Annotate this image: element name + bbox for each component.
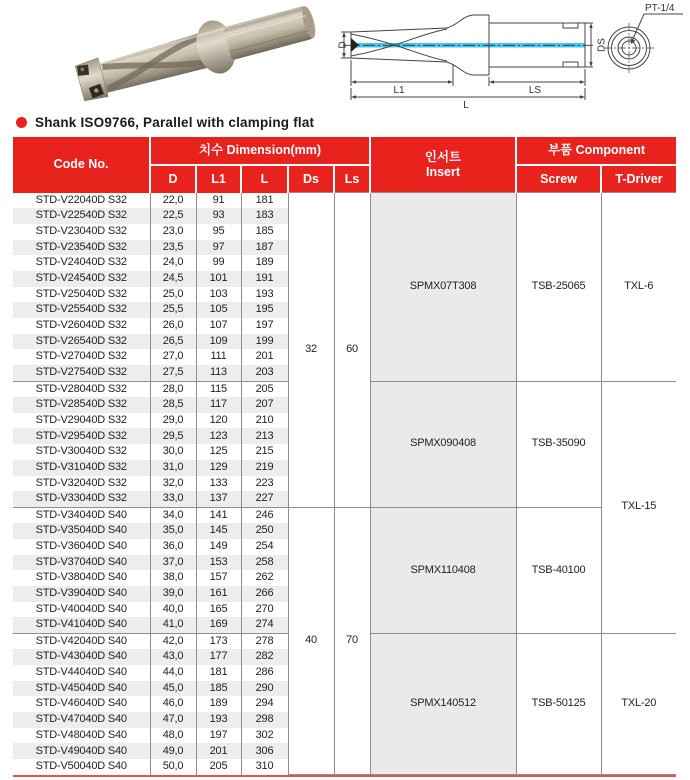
dim-l1-cell: 161 bbox=[196, 586, 241, 602]
code-cell: STD-V29540D S32 bbox=[13, 428, 150, 444]
dim-d-cell: 25,5 bbox=[150, 302, 196, 318]
ls-merged-cell: 70 bbox=[334, 507, 370, 775]
dim-d-cell: 27,5 bbox=[150, 365, 196, 381]
code-cell: STD-V42040D S40 bbox=[13, 633, 150, 649]
dim-l1-cell: 189 bbox=[196, 696, 241, 712]
code-cell: STD-V25540D S32 bbox=[13, 302, 150, 318]
tdriver-merged-cell: TXL-15 bbox=[601, 381, 676, 633]
spec-table-wrap bbox=[13, 137, 676, 777]
code-cell: STD-V47040D S40 bbox=[13, 712, 150, 728]
dim-l-cell: 185 bbox=[241, 224, 288, 240]
dim-l-cell: 294 bbox=[241, 696, 288, 712]
dim-l1-cell: 185 bbox=[196, 681, 241, 697]
dim-l-cell: 282 bbox=[241, 649, 288, 665]
insert-merged-cell: SPMX07T308 bbox=[370, 193, 516, 382]
dim-l1-cell: 125 bbox=[196, 444, 241, 460]
code-cell: STD-V24540D S32 bbox=[13, 271, 150, 287]
red-bullet-icon bbox=[16, 117, 27, 128]
dim-l1-cell: 91 bbox=[196, 193, 241, 209]
code-cell: STD-V24040D S32 bbox=[13, 255, 150, 271]
dim-l-cell: 205 bbox=[241, 381, 288, 397]
dim-d-cell: 35,0 bbox=[150, 523, 196, 539]
dim-d-cell: 36,0 bbox=[150, 539, 196, 555]
dim-d-cell: 48,0 bbox=[150, 728, 196, 744]
dim-d-cell: 45,0 bbox=[150, 681, 196, 697]
code-cell: STD-V49040D S40 bbox=[13, 743, 150, 759]
dim-d-cell: 40,0 bbox=[150, 602, 196, 618]
dim-l1-cell: 137 bbox=[196, 491, 241, 507]
code-cell: STD-V45040D S40 bbox=[13, 681, 150, 697]
code-cell: STD-V50040D S40 bbox=[13, 759, 150, 775]
header-ds: Ds bbox=[288, 165, 334, 193]
drill-side-view bbox=[341, 15, 593, 100]
dim-l-cell: 262 bbox=[241, 570, 288, 586]
insert-merged-cell: SPMX110408 bbox=[370, 507, 516, 633]
dim-l-cell: 310 bbox=[241, 759, 288, 775]
dim-l-cell: 189 bbox=[241, 255, 288, 271]
dim-d-cell: 42,0 bbox=[150, 633, 196, 649]
dim-l-cell: 191 bbox=[241, 271, 288, 287]
dim-d-cell: 29,5 bbox=[150, 428, 196, 444]
dim-d-cell: 50,0 bbox=[150, 759, 196, 775]
dim-l-cell: 210 bbox=[241, 413, 288, 429]
dim-l1-cell: 103 bbox=[196, 287, 241, 303]
dim-d-cell: 43,0 bbox=[150, 649, 196, 665]
screw-merged-cell: TSB-50125 bbox=[516, 633, 601, 775]
dim-l-cell: 187 bbox=[241, 240, 288, 256]
dim-l-cell: 258 bbox=[241, 555, 288, 571]
dim-l1-cell: 93 bbox=[196, 208, 241, 224]
dim-l-cell: 270 bbox=[241, 602, 288, 618]
dim-l1-cell: 117 bbox=[196, 397, 241, 413]
code-cell: STD-V22540D S32 bbox=[13, 208, 150, 224]
code-cell: STD-V23040D S32 bbox=[13, 224, 150, 240]
dim-l1-cell: 181 bbox=[196, 665, 241, 681]
code-cell: STD-V46040D S40 bbox=[13, 696, 150, 712]
dim-l1-cell: 201 bbox=[196, 743, 241, 759]
section-heading-row bbox=[16, 113, 690, 131]
dim-l-cell: 183 bbox=[241, 208, 288, 224]
code-cell: STD-V26040D S32 bbox=[13, 318, 150, 334]
dim-d-cell: 37,0 bbox=[150, 555, 196, 571]
dimension-diagram bbox=[335, 0, 688, 110]
tdriver-merged-cell: TXL-20 bbox=[601, 633, 676, 775]
code-cell: STD-V29040D S32 bbox=[13, 413, 150, 429]
code-cell: STD-V33040D S32 bbox=[13, 491, 150, 507]
header-dimension: 치수 Dimension(mm) bbox=[150, 137, 370, 165]
dim-l1-cell: 173 bbox=[196, 633, 241, 649]
code-cell: STD-V35040D S40 bbox=[13, 523, 150, 539]
header-d: D bbox=[150, 165, 196, 193]
label-l: L bbox=[463, 100, 469, 110]
screw-merged-cell: TSB-40100 bbox=[516, 507, 601, 633]
top-figures bbox=[0, 0, 690, 108]
insert-merged-cell: SPMX140512 bbox=[370, 633, 516, 775]
dim-d-cell: 34,0 bbox=[150, 507, 196, 523]
header-t-driver: T-Driver bbox=[601, 165, 676, 193]
dim-d-cell: 33,0 bbox=[150, 491, 196, 507]
dim-l1-cell: 107 bbox=[196, 318, 241, 334]
dim-d-cell: 26,5 bbox=[150, 334, 196, 350]
code-cell: STD-V28040D S32 bbox=[13, 381, 150, 397]
dim-l-cell: 227 bbox=[241, 491, 288, 507]
dim-l1-cell: 165 bbox=[196, 602, 241, 618]
label-pt: PT-1/4 bbox=[645, 3, 675, 14]
dim-l1-cell: 123 bbox=[196, 428, 241, 444]
dim-l1-cell: 149 bbox=[196, 539, 241, 555]
dim-l1-cell: 133 bbox=[196, 476, 241, 492]
dim-d-cell: 49,0 bbox=[150, 743, 196, 759]
dim-d-cell: 38,0 bbox=[150, 570, 196, 586]
dim-l-cell: 201 bbox=[241, 349, 288, 365]
dim-l-cell: 213 bbox=[241, 428, 288, 444]
dim-l1-cell: 145 bbox=[196, 523, 241, 539]
code-cell: STD-V30040D S32 bbox=[13, 444, 150, 460]
code-cell: STD-V25040D S32 bbox=[13, 287, 150, 303]
code-cell: STD-V41040D S40 bbox=[13, 617, 150, 633]
dim-l1-cell: 197 bbox=[196, 728, 241, 744]
insert-merged-cell: SPMX090408 bbox=[370, 381, 516, 507]
dim-l1-cell: 157 bbox=[196, 570, 241, 586]
dim-l-cell: 199 bbox=[241, 334, 288, 350]
dim-l-cell: 274 bbox=[241, 617, 288, 633]
screw-merged-cell: TSB-25065 bbox=[516, 193, 601, 382]
code-cell: STD-V37040D S40 bbox=[13, 555, 150, 571]
dim-l-cell: 223 bbox=[241, 476, 288, 492]
label-d: D bbox=[337, 41, 349, 49]
code-cell: STD-V40040D S40 bbox=[13, 602, 150, 618]
ds-merged-cell: 40 bbox=[288, 507, 334, 775]
header-insert bbox=[370, 137, 516, 193]
dim-l1-cell: 109 bbox=[196, 334, 241, 350]
dim-d-cell: 28,5 bbox=[150, 397, 196, 413]
dim-d-cell: 46,0 bbox=[150, 696, 196, 712]
dim-l1-cell: 193 bbox=[196, 712, 241, 728]
dim-d-cell: 27,0 bbox=[150, 349, 196, 365]
dim-l-cell: 203 bbox=[241, 365, 288, 381]
header-l: L bbox=[241, 165, 288, 193]
code-cell: STD-V27040D S32 bbox=[13, 349, 150, 365]
dim-d-cell: 28,0 bbox=[150, 381, 196, 397]
label-ds: DS bbox=[596, 38, 608, 52]
dim-l1-cell: 111 bbox=[196, 349, 241, 365]
tdriver-merged-cell: TXL-6 bbox=[601, 193, 676, 382]
dim-l1-cell: 97 bbox=[196, 240, 241, 256]
dim-l-cell: 254 bbox=[241, 539, 288, 555]
dim-d-cell: 24,0 bbox=[150, 255, 196, 271]
dim-l1-cell: 169 bbox=[196, 617, 241, 633]
header-code-no: Code No. bbox=[13, 137, 150, 193]
dim-l-cell: 197 bbox=[241, 318, 288, 334]
header-insert-kr: 인서트 bbox=[424, 149, 462, 164]
dim-d-cell: 44,0 bbox=[150, 665, 196, 681]
dim-d-cell: 25,0 bbox=[150, 287, 196, 303]
dim-l1-cell: 205 bbox=[196, 759, 241, 775]
dim-l-cell: 207 bbox=[241, 397, 288, 413]
header-component: 부품 Component bbox=[516, 137, 676, 165]
dim-l1-cell: 120 bbox=[196, 413, 241, 429]
dim-l-cell: 219 bbox=[241, 460, 288, 476]
dim-l-cell: 302 bbox=[241, 728, 288, 744]
spec-table-head bbox=[13, 137, 676, 193]
dim-l-cell: 298 bbox=[241, 712, 288, 728]
dim-l-cell: 278 bbox=[241, 633, 288, 649]
dim-l-cell: 181 bbox=[241, 193, 288, 209]
code-cell: STD-V28540D S32 bbox=[13, 397, 150, 413]
dim-d-cell: 39,0 bbox=[150, 586, 196, 602]
dim-l1-cell: 153 bbox=[196, 555, 241, 571]
dim-l-cell: 195 bbox=[241, 302, 288, 318]
code-cell: STD-V34040D S40 bbox=[13, 507, 150, 523]
code-cell: STD-V32040D S32 bbox=[13, 476, 150, 492]
dim-d-cell: 30,0 bbox=[150, 444, 196, 460]
dim-l-cell: 286 bbox=[241, 665, 288, 681]
spec-table bbox=[13, 137, 676, 775]
dim-l1-cell: 141 bbox=[196, 507, 241, 523]
ds-merged-cell: 32 bbox=[288, 193, 334, 508]
dim-d-cell: 22,5 bbox=[150, 208, 196, 224]
dim-l-cell: 266 bbox=[241, 586, 288, 602]
dim-l1-cell: 113 bbox=[196, 365, 241, 381]
dim-l-cell: 215 bbox=[241, 444, 288, 460]
header-l1: L1 bbox=[196, 165, 241, 193]
code-cell: STD-V23540D S32 bbox=[13, 240, 150, 256]
drill-end-view bbox=[604, 14, 683, 73]
header-screw: Screw bbox=[516, 165, 601, 193]
screw-merged-cell: TSB-35090 bbox=[516, 381, 601, 507]
drill-photo-illustration bbox=[73, 0, 321, 108]
dim-d-cell: 26,0 bbox=[150, 318, 196, 334]
code-cell: STD-V27540D S32 bbox=[13, 365, 150, 381]
dim-l1-cell: 115 bbox=[196, 381, 241, 397]
product-photo bbox=[40, 0, 340, 108]
dim-l1-cell: 177 bbox=[196, 649, 241, 665]
dim-d-cell: 23,5 bbox=[150, 240, 196, 256]
dim-l-cell: 290 bbox=[241, 681, 288, 697]
code-cell: STD-V31040D S32 bbox=[13, 460, 150, 476]
label-l1: L1 bbox=[393, 85, 405, 96]
section-heading: Shank ISO9766, Parallel with clamping flat bbox=[35, 114, 315, 130]
dim-l-cell: 250 bbox=[241, 523, 288, 539]
dim-l1-cell: 101 bbox=[196, 271, 241, 287]
dim-d-cell: 23,0 bbox=[150, 224, 196, 240]
dim-d-cell: 32,0 bbox=[150, 476, 196, 492]
dim-d-cell: 29,0 bbox=[150, 413, 196, 429]
dim-l-cell: 306 bbox=[241, 743, 288, 759]
code-cell: STD-V43040D S40 bbox=[13, 649, 150, 665]
table-row bbox=[13, 193, 676, 209]
header-ls: Ls bbox=[334, 165, 370, 193]
dim-d-cell: 47,0 bbox=[150, 712, 196, 728]
code-cell: STD-V26540D S32 bbox=[13, 334, 150, 350]
dim-l1-cell: 129 bbox=[196, 460, 241, 476]
code-cell: STD-V22040D S32 bbox=[13, 193, 150, 209]
table-row bbox=[13, 507, 676, 523]
code-cell: STD-V36040D S40 bbox=[13, 539, 150, 555]
dim-l-cell: 246 bbox=[241, 507, 288, 523]
dim-l1-cell: 99 bbox=[196, 255, 241, 271]
code-cell: STD-V44040D S40 bbox=[13, 665, 150, 681]
dim-l1-cell: 105 bbox=[196, 302, 241, 318]
header-insert-en: Insert bbox=[425, 164, 461, 179]
dim-d-cell: 22,0 bbox=[150, 193, 196, 209]
dim-l1-cell: 95 bbox=[196, 224, 241, 240]
code-cell: STD-V48040D S40 bbox=[13, 728, 150, 744]
dim-l-cell: 193 bbox=[241, 287, 288, 303]
spec-table-body bbox=[13, 193, 676, 775]
label-ls: LS bbox=[528, 85, 542, 96]
code-cell: STD-V38040D S40 bbox=[13, 570, 150, 586]
code-cell: STD-V39040D S40 bbox=[13, 586, 150, 602]
dim-d-cell: 24,5 bbox=[150, 271, 196, 287]
dim-d-cell: 31,0 bbox=[150, 460, 196, 476]
dim-d-cell: 41,0 bbox=[150, 617, 196, 633]
ls-merged-cell: 60 bbox=[334, 193, 370, 508]
